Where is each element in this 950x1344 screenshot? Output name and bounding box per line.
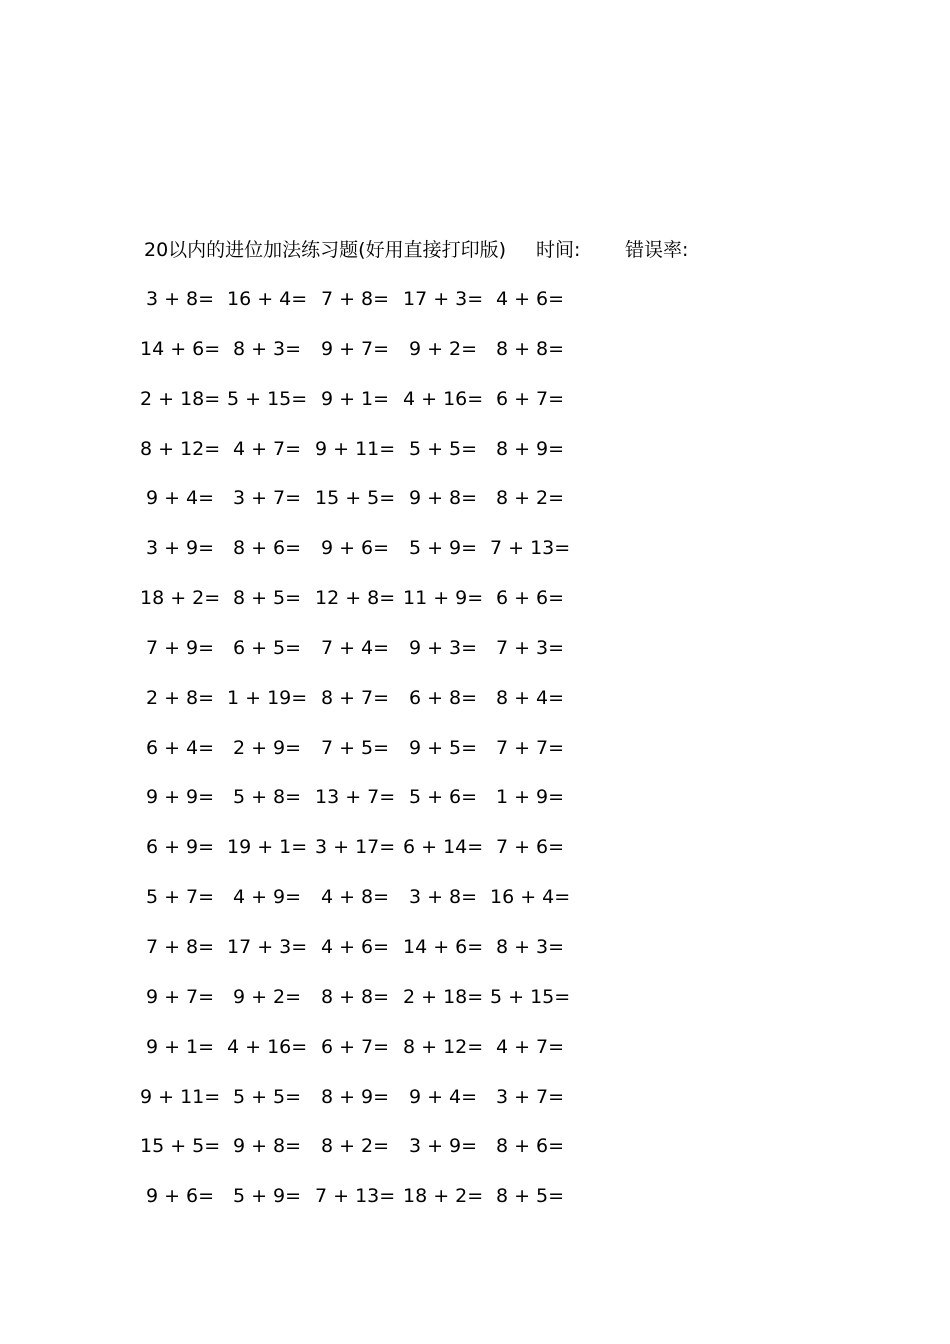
addition-problem: 3 + 9=	[145, 537, 215, 560]
problem-row	[140, 535, 590, 585]
addition-problem: 11 + 9=	[403, 587, 484, 610]
addition-problem: 4 + 7=	[495, 1035, 565, 1058]
addition-problem: 17 + 3=	[403, 288, 484, 310]
addition-problem: 7 + 13=	[490, 537, 571, 560]
addition-problem: 4 + 16=	[227, 1035, 308, 1058]
addition-problem: 4 + 16=	[403, 387, 484, 410]
addition-problem: 6 + 5=	[232, 636, 302, 659]
addition-problem: 6 + 8=	[408, 686, 478, 709]
addition-problem: 8 + 9=	[495, 437, 565, 460]
addition-problem: 8 + 12=	[140, 437, 221, 460]
problem-row	[140, 485, 590, 535]
addition-problem: 8 + 5=	[232, 587, 302, 610]
addition-problem: 8 + 2=	[320, 1135, 390, 1158]
problem-row	[140, 1034, 590, 1084]
problem-row	[140, 735, 590, 785]
addition-problem: 5 + 8=	[232, 786, 302, 809]
addition-problem: 5 + 5=	[232, 1085, 302, 1108]
addition-problem: 7 + 6=	[495, 836, 565, 859]
addition-problem: 4 + 7=	[232, 437, 302, 460]
worksheet-header	[144, 236, 764, 264]
problem-grid	[140, 286, 590, 1233]
addition-problem: 5 + 9=	[232, 1185, 302, 1208]
addition-problem: 9 + 6=	[145, 1185, 215, 1208]
problem-row	[140, 1183, 590, 1233]
addition-problem: 7 + 9=	[145, 636, 215, 659]
addition-problem: 5 + 6=	[408, 786, 478, 809]
addition-problem: 16 + 4=	[490, 886, 571, 909]
addition-problem: 7 + 3=	[495, 636, 565, 659]
addition-problem: 6 + 4=	[145, 736, 215, 759]
error-rate-label: 错误率:	[625, 239, 689, 261]
addition-problem: 3 + 9=	[408, 1135, 478, 1158]
addition-problem: 3 + 7=	[232, 487, 302, 510]
addition-problem: 6 + 7=	[320, 1035, 390, 1058]
problem-row	[140, 934, 590, 984]
problem-row	[140, 884, 590, 934]
addition-problem: 17 + 3=	[227, 935, 308, 958]
addition-problem: 3 + 7=	[495, 1085, 565, 1108]
addition-problem: 7 + 8=	[320, 288, 390, 310]
problem-row	[140, 1084, 590, 1134]
addition-problem: 16 + 4=	[227, 288, 308, 310]
addition-problem: 6 + 6=	[495, 587, 565, 610]
addition-problem: 3 + 17=	[315, 836, 396, 859]
addition-problem: 2 + 9=	[232, 736, 302, 759]
addition-problem: 9 + 4=	[408, 1085, 478, 1108]
addition-problem: 12 + 8=	[315, 587, 396, 610]
addition-problem: 9 + 9=	[145, 786, 215, 809]
problem-row	[140, 336, 590, 386]
addition-problem: 8 + 4=	[495, 686, 565, 709]
addition-problem: 8 + 3=	[495, 935, 565, 958]
addition-problem: 9 + 7=	[320, 337, 390, 360]
addition-problem: 8 + 8=	[320, 985, 390, 1008]
addition-problem: 7 + 8=	[145, 935, 215, 958]
addition-problem: 5 + 7=	[145, 886, 215, 909]
addition-problem: 13 + 7=	[315, 786, 396, 809]
addition-problem: 8 + 7=	[320, 686, 390, 709]
addition-problem: 19 + 1=	[227, 836, 308, 859]
addition-problem: 8 + 5=	[495, 1185, 565, 1208]
addition-problem: 18 + 2=	[140, 587, 221, 610]
addition-problem: 8 + 6=	[232, 537, 302, 560]
addition-problem: 7 + 7=	[495, 736, 565, 759]
problem-row	[140, 784, 590, 834]
addition-problem: 4 + 8=	[320, 886, 390, 909]
problem-row	[140, 834, 590, 884]
addition-problem: 15 + 5=	[140, 1135, 221, 1158]
addition-problem: 8 + 3=	[232, 337, 302, 360]
addition-problem: 14 + 6=	[140, 337, 221, 360]
addition-problem: 5 + 15=	[490, 985, 571, 1008]
addition-problem: 9 + 3=	[408, 636, 478, 659]
addition-problem: 3 + 8=	[408, 886, 478, 909]
addition-problem: 5 + 15=	[227, 387, 308, 410]
addition-problem: 2 + 18=	[403, 985, 484, 1008]
addition-problem: 4 + 9=	[232, 886, 302, 909]
addition-problem: 2 + 8=	[145, 686, 215, 709]
addition-problem: 6 + 7=	[495, 387, 565, 410]
addition-problem: 1 + 19=	[227, 686, 308, 709]
problem-row	[140, 386, 590, 436]
addition-problem: 6 + 9=	[145, 836, 215, 859]
addition-problem: 7 + 13=	[315, 1185, 396, 1208]
addition-problem: 6 + 14=	[403, 836, 484, 859]
addition-problem: 9 + 4=	[145, 487, 215, 510]
problem-row	[140, 984, 590, 1034]
problem-row	[140, 585, 590, 635]
addition-problem: 4 + 6=	[320, 935, 390, 958]
problem-row	[140, 436, 590, 486]
time-label: 时间:	[536, 239, 581, 261]
addition-problem: 9 + 7=	[145, 985, 215, 1008]
problem-row	[140, 286, 590, 336]
addition-problem: 8 + 6=	[495, 1135, 565, 1158]
addition-problem: 5 + 5=	[408, 437, 478, 460]
worksheet-title: 20以内的进位加法练习题(好用直接打印版)	[144, 239, 507, 261]
addition-problem: 9 + 2=	[408, 337, 478, 360]
addition-problem: 7 + 5=	[320, 736, 390, 759]
addition-problem: 9 + 8=	[232, 1135, 302, 1158]
addition-problem: 15 + 5=	[315, 487, 396, 510]
addition-problem: 14 + 6=	[403, 935, 484, 958]
addition-problem: 9 + 2=	[232, 985, 302, 1008]
addition-problem: 9 + 11=	[315, 437, 396, 460]
addition-problem: 5 + 9=	[408, 537, 478, 560]
addition-problem: 9 + 11=	[140, 1085, 221, 1108]
addition-problem: 8 + 9=	[320, 1085, 390, 1108]
addition-problem: 9 + 6=	[320, 537, 390, 560]
addition-problem: 2 + 18=	[140, 387, 221, 410]
addition-problem: 8 + 12=	[403, 1035, 484, 1058]
addition-problem: 9 + 1=	[145, 1035, 215, 1058]
addition-problem: 8 + 8=	[495, 337, 565, 360]
addition-problem: 7 + 4=	[320, 636, 390, 659]
problem-row	[140, 1133, 590, 1183]
addition-problem: 18 + 2=	[403, 1185, 484, 1208]
addition-problem: 4 + 6=	[495, 288, 565, 310]
addition-problem: 1 + 9=	[495, 786, 565, 809]
addition-problem: 9 + 5=	[408, 736, 478, 759]
problem-row	[140, 685, 590, 735]
addition-problem: 9 + 8=	[408, 487, 478, 510]
problem-row	[140, 635, 590, 685]
addition-problem: 8 + 2=	[495, 487, 565, 510]
addition-problem: 3 + 8=	[145, 288, 215, 310]
addition-problem: 9 + 1=	[320, 387, 390, 410]
